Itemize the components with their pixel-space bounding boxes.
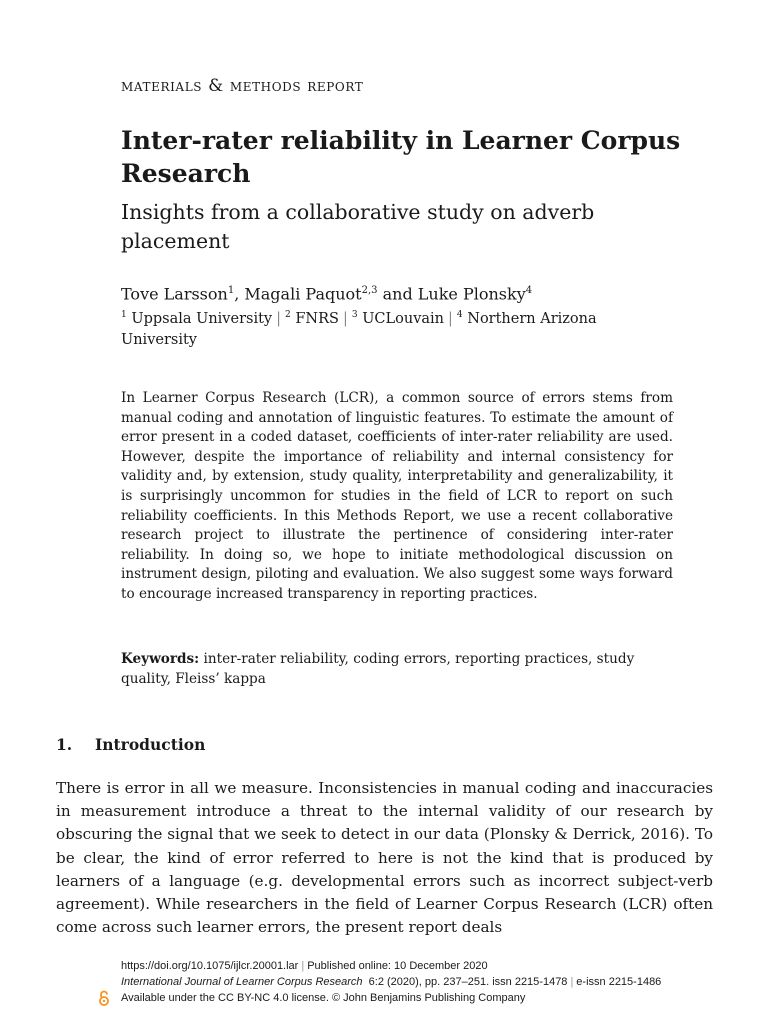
eissn: e-issn 2215-1486 — [576, 976, 662, 988]
keywords-list: inter-rater reliability, coding errors, reporting practices, study quality, Fleiss’ kappa — [121, 651, 635, 687]
section-label: materials & methods report — [121, 76, 364, 96]
section-heading — [56, 735, 205, 754]
abstract: In Learner Corpus Research (LCR), a common source of errors stems from manual coding and annotation of linguistic features. To estimate the amount of error present in a coded dataset, coefficients of inter-rater reliability are used. However, despite the importance of reliability and internal consistency for validity and, by extension, study quality, interpretability and generalizability, it is surprisingly uncommon for studies in the field of LCR to report on such reliability coefficients. In this Methods Report, we use a recent collaborative research project to illustrate the pertinence of considering inter-rater reliability. In doing so, we hope to initiate methodological discussion on instrument design, piloting and evaluation. We also suggest some ways forward to encourage increased transparency in reporting practices. — [121, 390, 673, 602]
body-paragraph: There is error in all we measure. Inconsistencies in manual coding and inaccuracies in measurement introduce a threat to the internal validity of our research by obscuring the signal that we seek to detect in our data (Plonsky & Derrick, 2016). To be clear, the kind of error referred to here is not the kind that is produced by learners of a language (e.g. developmental errors such as incorrect subject-verb agreement). While researchers in the field of Learner Corpus Research (LCR) often come across such learner errors, the present report deals — [56, 779, 713, 937]
separator: | — [570, 976, 574, 988]
author-affiliation-mark: 1 — [227, 285, 235, 296]
author-name: Magali Paquot — [244, 284, 362, 304]
issn: issn 2215-1478 — [492, 976, 568, 988]
affiliation: Uppsala University — [131, 310, 273, 327]
affiliation: Northern Arizona University — [121, 310, 597, 348]
affiliation-mark: 3 — [351, 310, 358, 320]
section-number: 1. — [56, 735, 73, 754]
journal-name: International Journal of Learner Corpus Research — [121, 976, 363, 988]
keywords-label: Keywords: — [121, 651, 200, 667]
section-title: Introduction — [95, 735, 206, 754]
separator: | — [448, 310, 453, 327]
copyright: © John Benjamins Publishing Company — [331, 992, 526, 1004]
separator: | — [301, 960, 305, 972]
affiliation-mark: 4 — [456, 310, 463, 320]
published-date: Published online: 10 December 2020 — [307, 960, 488, 972]
separator: | — [342, 310, 348, 327]
affiliation-list — [121, 305, 641, 351]
doi-link[interactable]: https://doi.org/10.1075/ijlcr.20001.lar — [121, 960, 299, 972]
page-footer — [121, 958, 721, 1006]
author-list: Tove Larsson$^1$, Magali Paquot$^{2,3}$ and Luke Plonsky$^4$ — [121, 284, 533, 304]
footer-line-3 — [121, 990, 721, 1006]
journal-issue: 6:2 (2020), pp. 237–251. — [368, 976, 490, 988]
author-name: Luke Plonsky — [417, 284, 526, 304]
separator: | — [276, 310, 281, 327]
author-affiliation-mark: 4 — [525, 285, 533, 296]
author-conjunction: and — [382, 284, 413, 304]
affiliation: FNRS — [295, 310, 339, 327]
affiliation: UCLouvain — [362, 310, 445, 327]
license: Available under the CC BY-NC 4.0 license. — [121, 992, 329, 1004]
keywords — [121, 650, 673, 689]
affiliation-mark: 1 — [121, 310, 127, 320]
article-subtitle: Insights from a collaborative study on adverb placement — [121, 200, 595, 253]
open-access-lock-icon — [98, 990, 110, 1006]
affiliation-mark: 2 — [285, 310, 291, 320]
article-title: Inter-rater reliability in Learner Corpus Research — [121, 126, 681, 188]
footer-line-2 — [121, 974, 721, 990]
author-name: Tove Larsson — [121, 284, 228, 304]
footer-line-1 — [121, 958, 721, 974]
author-affiliation-mark: 2,3 — [361, 285, 378, 296]
